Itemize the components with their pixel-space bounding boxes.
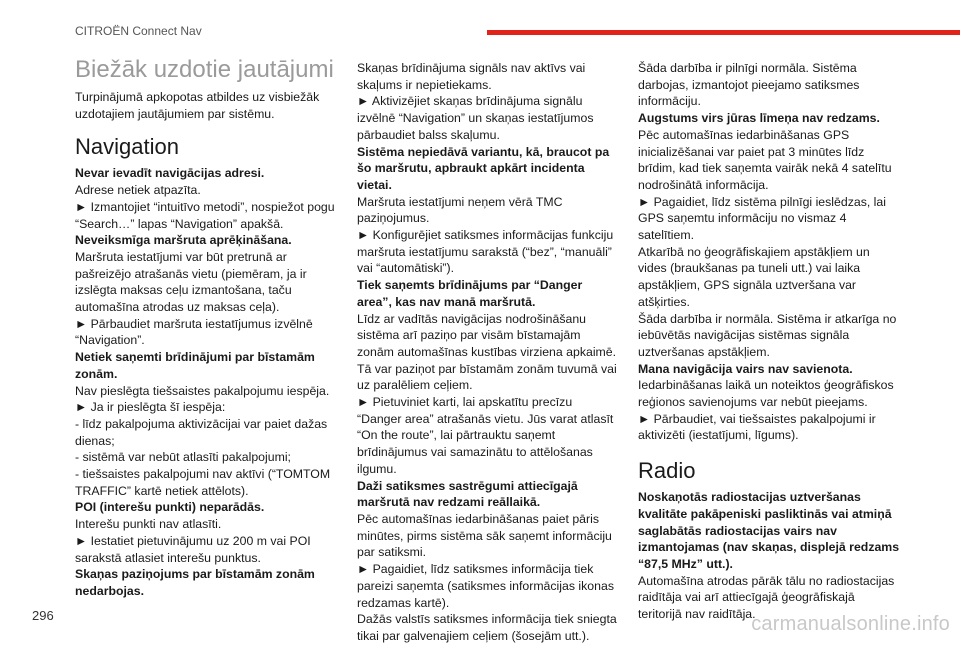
faq-question: Mana navigācija vairs nav savienota. xyxy=(638,361,853,376)
faq-question: Neveiksmīga maršruta aprēķināšana. xyxy=(75,233,292,248)
section-heading-radio: Radio xyxy=(638,458,696,484)
column-3 xyxy=(638,60,900,623)
header-accent-bar xyxy=(487,30,960,35)
faq-answer: ► Aktivizējiet skaņas brīdinājuma signālu izvēlnē “Navigation” un skaņas iestatījumos pārbaudiet balss skaļumu. xyxy=(357,94,594,142)
faq-answer: ► Pārbaudiet maršruta iestatījumus izvēlnē “Navigation”. xyxy=(75,316,313,348)
faq-answer: Automašīna atrodas pārāk tālu no radiostacijas raidītāja vai arī attiecīgajā ģeogrāfiskajā teritorijā nav raidītāja. xyxy=(638,573,895,622)
faq-answer: ► Konfigurējiet satiksmes informācijas funkciju maršruta iestatījumu sarakstā (“bez”, “manuāli” vai “automātiski”). xyxy=(357,228,614,276)
faq-answer: Šāda darbība ir pilnīgi normāla. Sistēma darbojas, izmantojot pieejamo satiksmes informāciju. xyxy=(638,61,860,109)
faq-answer: Maršruta iestatījumi neņem vērā TMC paziņojumus. xyxy=(357,194,563,226)
column-1 xyxy=(75,55,337,600)
faq-answer: Iedarbināšanas laikā un noteiktos ģeogrāfiskos reģionos savienojums var nebūt pieejams. xyxy=(638,378,894,410)
faq-question: Augstums virs jūras līmeņa nav redzams. xyxy=(638,111,880,126)
faq-answer: Skaņas brīdinājuma signāls nav aktīvs vai skaļums ir nepietiekams. xyxy=(357,61,586,92)
faq-answer: ► Ja ir pieslēgta šī iespēja: xyxy=(75,400,226,415)
page-number: 296 xyxy=(32,608,54,623)
intro-text: Turpinājumā apkopotas atbildes uz visbiežāk uzdotajiem jautājumiem par sistēmu. xyxy=(75,90,320,121)
column-2 xyxy=(357,60,619,645)
navigation-faq-list xyxy=(75,165,337,599)
faq-question: Sistēma nepiedāvā variantu, kā, braucot pa šo maršrutu, apbraukt apkārt incidenta vietai. xyxy=(357,144,610,192)
faq-answer: Pēc automašīnas iedarbināšanas GPS inicializēšanai var paiet pat 3 minūtes līdz brīdim, kad tiek saņemta vairāk nekā 4 satelītu nodrošinātā informācija. xyxy=(638,127,892,192)
faq-answer: Šāda darbība ir normāla. Sistēma ir atkarīga no iebūvētās navigācijas sistēmas signāla uztveršanas apstākļiem. xyxy=(638,311,897,359)
faq-answer: ► Pārbaudiet, vai tiešsaistes pakalpojumi ir aktivizēti (iestatījumi, līgums). xyxy=(638,411,876,443)
faq-answer: ► Pagaidiet, līdz satiksmes informācija tiek pareizi saņemta (satiksmes informācijas ikonas redzamas kartē). xyxy=(357,562,614,610)
faq-answer: Maršruta iestatījumi var būt pretrunā ar pašreizējo atrašanās vietu (piemēram, ja ir izslēgta maksas ceļu izmantošana, taču automašīna atrodas uz maksas ceļa). xyxy=(75,249,307,315)
faq-answer: ► Pagaidiet, līdz sistēma pilnīgi ieslēdzas, lai GPS saņemtu informāciju no vismaz 4 satelītiem. xyxy=(638,194,886,243)
faq-answer: - sistēmā var nebūt atlasīti pakalpojumi; xyxy=(75,450,291,465)
faq-question: Nevar ievadīt navigācijas adresi. xyxy=(75,166,265,181)
faq-question: Tiek saņemts brīdinājums par “Danger area”, kas nav manā maršrutā. xyxy=(357,278,583,309)
radio-faq-list xyxy=(638,489,900,623)
faq-answer: ► Iestatiet pietuvinājumu uz 200 m vai POI sarakstā atlasiet interešu punktus. xyxy=(75,533,311,565)
faq-answer: Atkarībā no ģeogrāfiskajiem apstākļiem un vides (braukšanas pa tuneli utt.) vai laika apstākļiem, GPS signāla uztveršana var atšķirties. xyxy=(638,244,870,309)
faq-question: Noskaņotās radiostacijas uztveršanas kvalitāte pakāpeniski pasliktinās vai atmiņā saglabātās radiostacijas vairs nav izmantojamas (nav skaņas, displejā redzams “87,5 MHz” utt.). xyxy=(638,490,900,571)
faq-answer: Pēc automašīnas iedarbināšanas paiet pāris minūtes, pirms sistēma sāk saņemt informāciju par satiksmi. xyxy=(357,511,612,560)
faq-answer: - tiešsaistes pakalpojumi nav aktīvi (“TOMTOM TRAFFIC” kartē netiek attēlots). xyxy=(75,467,331,498)
manual-header-title: CITROËN Connect Nav xyxy=(75,24,202,38)
section-heading-navigation: Navigation xyxy=(75,134,179,160)
navigation-faq-list-end xyxy=(638,60,900,444)
faq-answer: Nav pieslēgta tiešsaistes pakalpojumu iespēja. xyxy=(75,383,330,398)
faq-answer: Dažās valstīs satiksmes informācija tiek sniegta tikai par galvenajiem ceļiem (šosejām utt.). xyxy=(357,612,617,643)
faq-answer: Interešu punkti nav atlasīti. xyxy=(75,517,222,532)
faq-question: Daži satiksmes sastrēgumi attiecīgajā maršrutā nav redzami reāllaikā. xyxy=(357,478,578,510)
faq-question: POI (interešu punkti) neparādās. xyxy=(75,500,265,515)
faq-answer: ► Pietuviniet karti, lai apskatītu precīzu “Danger area” atrašanās vietu. Jūs varat atlasīt “On the route”, lai pārtrauktu saņemt brīdinājumus vai samazinātu to attēlošanas ilgumu. xyxy=(357,395,614,476)
faq-answer: Līdz ar vadītās navigācijas nodrošināšanu sistēma arī paziņo par visām bīstamajām zonām automašīnas kustības virziena apkaimē. Tā var paziņot par bīstamām zonām tuvumā vai uz paralēliem ceļiem. xyxy=(357,311,617,393)
faq-question: Netiek saņemti brīdinājumi par bīstamām zonām. xyxy=(75,350,315,381)
faq-answer: ► Izmantojiet “intuitīvo metodi”, nospiežot pogu “Search…” lapas “Navigation” apakšā. xyxy=(75,199,335,231)
watermark: carmanualsonline.info xyxy=(751,613,950,635)
navigation-faq-list-continued xyxy=(357,60,619,645)
faq-question: Skaņas paziņojums par bīstamām zonām nedarbojas. xyxy=(75,567,315,598)
page-heading: Biežāk uzdotie jautājumi xyxy=(75,56,334,83)
faq-answer: - līdz pakalpojuma aktivizācijai var paiet dažas dienas; xyxy=(75,416,328,448)
faq-answer: Adrese netiek atpazīta. xyxy=(75,183,201,198)
